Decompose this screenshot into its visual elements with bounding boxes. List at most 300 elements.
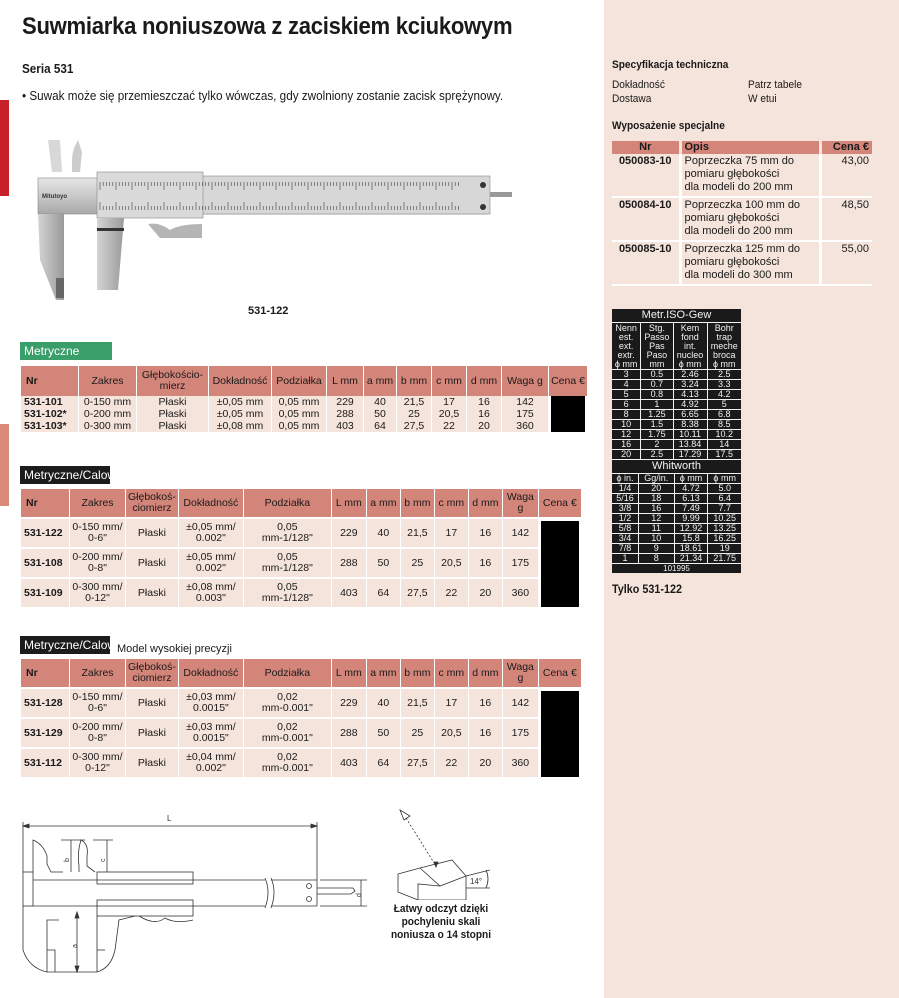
col-header-cena: Cena € [820, 141, 872, 154]
product-cell [467, 396, 501, 408]
iso-cell: 17.5 [707, 450, 741, 460]
cell-line: 288 [340, 556, 358, 569]
header-line: b mm [400, 374, 428, 387]
cell-line: 531-103* [24, 419, 67, 432]
product-cell [327, 420, 363, 432]
iso-cell: 5 [612, 390, 641, 400]
header-line: d mm [472, 496, 499, 509]
accessories-table [612, 141, 872, 286]
product-cell [179, 547, 243, 577]
whitworth-row [612, 544, 741, 554]
header-line: Zakres [81, 496, 114, 509]
cell-line: 25 [411, 556, 424, 569]
cell-line: 21,5 [407, 526, 428, 539]
product-cell [503, 687, 538, 717]
header-line: L mm [335, 496, 362, 509]
cell-line: 0-12" [85, 592, 110, 604]
whitworth-row [612, 504, 741, 514]
cell-line: 0.002" [195, 532, 226, 544]
header-line: fond [681, 332, 699, 342]
product-cell [469, 687, 502, 717]
column-header [367, 659, 400, 687]
product-table-metric-inch [20, 489, 582, 607]
header-line: Bohr [714, 323, 734, 333]
cell-line: 175 [511, 556, 530, 569]
product-cell [367, 687, 400, 717]
iso-cell: 4.13 [673, 390, 707, 400]
iso-cell: 16 [612, 440, 641, 450]
column-header [79, 366, 136, 396]
header-line: c mm [436, 374, 462, 387]
iso-cell: 5 [707, 400, 741, 410]
product-nr [21, 577, 69, 607]
price-redaction-block [541, 691, 579, 777]
whitworth-cell: 5/16 [612, 494, 638, 504]
cell-line: ±0,05 mm [216, 395, 264, 408]
product-cell [137, 420, 208, 432]
cell-line: ±0,08 mm [216, 419, 264, 432]
cell-line: 64 [377, 586, 390, 599]
column-header [179, 659, 243, 687]
header-line: Nr [26, 496, 38, 509]
product-cell [364, 408, 396, 420]
cell-line: 50 [377, 726, 390, 739]
iso-header-cell [612, 323, 641, 370]
product-cell [367, 717, 400, 747]
cell-line: 142 [511, 526, 530, 539]
header-line: g [517, 672, 524, 684]
product-cell [126, 717, 178, 747]
spec-label: Dostawa [612, 93, 652, 105]
cell-line: 288 [336, 407, 354, 420]
cell-line: 0,05 [277, 521, 298, 533]
product-table-precision [20, 659, 582, 777]
header-line: Dokładność [183, 666, 239, 679]
column-header [401, 489, 434, 517]
column-header [327, 366, 363, 396]
whitworth-cell: 13.25 [708, 524, 741, 534]
product-cell [126, 547, 178, 577]
whitworth-header-cell: ϕ mm [674, 474, 708, 484]
product-cell [401, 517, 434, 547]
cell-line: 16 [479, 526, 492, 539]
dimension-label-a: a [72, 944, 79, 948]
whitworth-cell: 6.13 [674, 494, 708, 504]
cell-line: Płaski [137, 696, 166, 709]
cell-line: 288 [340, 726, 358, 739]
product-cell [503, 547, 538, 577]
header-line: ext. [618, 341, 634, 351]
cell-line: Płaski [158, 407, 187, 420]
product-cell [70, 717, 125, 747]
description-line: dla modeli do 200 mm [684, 225, 793, 237]
cell-line: 175 [511, 726, 530, 739]
iso-row [612, 410, 741, 420]
iso-cell: 4.2 [707, 390, 741, 400]
whitworth-cell: 16.25 [708, 534, 741, 544]
cell-line: 229 [336, 395, 354, 408]
whitworth-cell: 5.0 [708, 484, 741, 494]
product-cell [179, 747, 243, 777]
column-header [70, 489, 125, 517]
table-tag-metric: Metryczne [20, 342, 112, 360]
header-line: int. [684, 341, 697, 351]
column-header [435, 659, 468, 687]
iso-row [612, 420, 741, 430]
cell-line: 20,5 [441, 556, 462, 569]
iso-cell: 2 [641, 440, 673, 450]
dimension-label-b: b [64, 858, 71, 862]
header-line: ϕ mm [678, 359, 702, 369]
iso-thread-title: Metr.ISO-Gew [612, 309, 741, 323]
header-line: Nr [26, 666, 38, 679]
iso-cell: 6.8 [707, 410, 741, 420]
whitworth-cell: 10 [638, 534, 674, 544]
cell-line: 0.002" [195, 562, 226, 574]
product-cell [272, 420, 326, 432]
product-cell [367, 517, 400, 547]
column-header [401, 659, 434, 687]
product-cell [137, 396, 208, 408]
product-cell [179, 717, 243, 747]
iso-cell: 1 [641, 400, 673, 410]
cell-line: 16 [479, 556, 492, 569]
iso-cell: 1.75 [641, 430, 673, 440]
header-line: broca [713, 350, 736, 360]
product-cell [209, 408, 271, 420]
product-cell [126, 517, 178, 547]
product-cell [244, 577, 331, 607]
product-cell [397, 420, 431, 432]
product-cell [502, 420, 548, 432]
cell-line: 20,5 [441, 726, 462, 739]
cell-line: ±0,08 mm/ [186, 581, 236, 593]
cell-line: 175 [516, 407, 534, 420]
whitworth-cell: 21.34 [674, 554, 708, 564]
description-line: Poprzeczka 100 mm do [684, 199, 801, 211]
column-header [209, 366, 271, 396]
cell-line: 21,5 [407, 696, 428, 709]
header-line: Nenn [615, 323, 637, 333]
cell-line: 0-200 mm/ [72, 551, 123, 563]
product-cell [401, 717, 434, 747]
product-cell [503, 517, 538, 547]
product-cell [126, 577, 178, 607]
iso-cell: 8.5 [707, 420, 741, 430]
column-header [502, 366, 548, 396]
iso-row [612, 430, 741, 440]
iso-cell: 3.24 [673, 380, 707, 390]
whitworth-header-cell: ϕ in. [612, 474, 638, 484]
cell-line: 0-300 mm/ [72, 581, 123, 593]
product-cell [469, 717, 502, 747]
whitworth-title: Whitworth [612, 460, 741, 474]
product-cell [272, 408, 326, 420]
caliper-photo [20, 140, 540, 300]
cell-line: 17 [443, 395, 455, 408]
iso-cell: 4 [612, 380, 641, 390]
iso-cell: 2.5 [641, 450, 673, 460]
product-row [21, 747, 581, 777]
product-cell [244, 717, 331, 747]
col-header-nr: Nr [612, 141, 680, 154]
photo-caption: 531-122 [248, 305, 289, 317]
product-cell [179, 577, 243, 607]
spec-value: W etui [748, 93, 777, 105]
iso-row [612, 370, 741, 380]
accessory-description [680, 197, 820, 241]
product-cell [467, 420, 501, 432]
product-cell [332, 717, 366, 747]
whitworth-cell: 12 [638, 514, 674, 524]
column-header [70, 659, 125, 687]
cell-line: 0.002" [195, 762, 226, 774]
cell-line: 0-300 mm [83, 419, 132, 432]
product-cell [469, 547, 502, 577]
thread-table-code: 101995 [663, 564, 690, 573]
accessory-row [612, 197, 872, 241]
cell-line: 360 [511, 586, 530, 599]
cell-line: 64 [374, 419, 386, 432]
product-cell [432, 420, 466, 432]
thread-table-note: Tylko 531-122 [612, 582, 683, 596]
cell-line: 0-150 mm/ [72, 691, 123, 703]
product-cell [179, 517, 243, 547]
product-cell [137, 408, 208, 420]
cell-line: ±0,05 mm/ [186, 551, 236, 563]
column-header [549, 366, 587, 396]
cell-line: mm-0.001" [261, 762, 313, 774]
product-nr [21, 408, 78, 420]
header-line: Cena € [542, 496, 577, 509]
product-cell [435, 687, 468, 717]
product-table-metric [20, 366, 588, 432]
column-header [469, 659, 502, 687]
whitworth-cell: 7/8 [612, 544, 638, 554]
iso-cell: 0.8 [641, 390, 673, 400]
product-cell [272, 396, 326, 408]
whitworth-cell: 20 [638, 484, 674, 494]
product-cell [367, 577, 400, 607]
cell-line: 22 [445, 756, 458, 769]
header-line: mierz [159, 380, 186, 392]
whitworth-cell: 11 [638, 524, 674, 534]
product-cell [70, 747, 125, 777]
product-cell [332, 547, 366, 577]
cell-line: 0-8" [88, 562, 107, 574]
iso-cell: 2.5 [707, 370, 741, 380]
cell-line: 25 [408, 407, 420, 420]
description-line: Poprzeczka 75 mm do [684, 155, 794, 167]
product-nr [21, 396, 78, 408]
cell-line: Płaski [158, 419, 187, 432]
column-header [469, 489, 502, 517]
iso-cell: 17.29 [673, 450, 707, 460]
dimension-label-d: d [356, 893, 363, 897]
brand-logo: Mitutoyo [42, 194, 67, 200]
product-nr [21, 717, 69, 747]
page-title: Suwmiarka noniuszowa z zaciskiem kciukowym [22, 13, 513, 40]
accessory-description [680, 241, 820, 285]
cell-line: mm-1/128" [261, 532, 313, 544]
whitworth-cell: 10.25 [708, 514, 741, 524]
cell-line: 360 [511, 756, 530, 769]
iso-row [612, 450, 741, 460]
column-header [137, 366, 208, 396]
accessory-row [612, 154, 872, 197]
cell-line: 27,5 [403, 419, 425, 432]
whitworth-cell: 21.75 [708, 554, 741, 564]
cell-line: 0-150 mm/ [72, 521, 123, 533]
product-cell [327, 396, 363, 408]
column-header [503, 659, 538, 687]
cell-line: 17 [445, 526, 458, 539]
product-cell [332, 687, 366, 717]
cell-line: 50 [374, 407, 386, 420]
product-cell [502, 396, 548, 408]
column-header [272, 366, 326, 396]
iso-row [612, 390, 741, 400]
header-line: d mm [470, 374, 498, 387]
product-nr [21, 420, 78, 432]
product-cell [79, 420, 136, 432]
cell-line: 0,02 [277, 721, 298, 733]
cell-line: 20,5 [438, 407, 460, 420]
whitworth-row [612, 524, 741, 534]
product-cell [332, 747, 366, 777]
cell-line: 21,5 [403, 395, 425, 408]
description-line: pomiaru głębokości [684, 212, 780, 224]
whitworth-cell: 3/4 [612, 534, 638, 544]
whitworth-cell: 9 [638, 544, 674, 554]
header-line: mm [649, 359, 665, 369]
header-line: d mm [472, 666, 499, 679]
whitworth-cell: 7.7 [708, 504, 741, 514]
cell-line: 531-129 [24, 726, 63, 739]
cell-line: ±0,05 mm/ [186, 521, 236, 533]
product-cell [397, 396, 431, 408]
cell-line: ±0,05 mm [216, 407, 264, 420]
whitworth-header-cell: Gg/in. [638, 474, 674, 484]
header-line: trap [716, 332, 733, 342]
price-redaction-block [551, 396, 585, 432]
col-header-opis: Opis [680, 141, 820, 154]
caption-line: noniusza o 14 stopni [390, 929, 492, 941]
header-line: ϕ mm [614, 359, 638, 369]
price-redacted [549, 396, 587, 432]
product-cell [435, 517, 468, 547]
column-header [244, 489, 331, 517]
iso-row [612, 380, 741, 390]
product-row [21, 577, 581, 607]
cell-line: 22 [445, 586, 458, 599]
cell-line: 403 [336, 419, 354, 432]
accessory-price: 48,50 [820, 197, 872, 241]
cell-line: 40 [377, 696, 390, 709]
cell-line: 0-300 mm/ [72, 751, 123, 763]
cell-line: 0,02 [277, 691, 298, 703]
whitworth-row [612, 484, 741, 494]
cell-line: 25 [411, 726, 424, 739]
cell-line: 360 [516, 419, 534, 432]
header-line: L mm [335, 666, 362, 679]
cell-line: Płaski [137, 526, 166, 539]
cell-line: 0.0015" [192, 732, 229, 744]
whitworth-row [612, 514, 741, 524]
whitworth-cell: 1/2 [612, 514, 638, 524]
cell-line: 531-108 [24, 556, 63, 569]
accessory-price: 43,00 [820, 154, 872, 197]
header-line: Głębokościo- [141, 369, 204, 381]
iso-cell: 3.3 [707, 380, 741, 390]
cell-line: 0,05 [277, 581, 298, 593]
whitworth-cell: 18 [638, 494, 674, 504]
header-line: c mm [438, 666, 465, 679]
product-cell [435, 747, 468, 777]
dimension-label-c: c [100, 858, 107, 862]
cell-line: 40 [374, 395, 386, 408]
iso-cell: 10 [612, 420, 641, 430]
header-line: b mm [404, 666, 431, 679]
cell-line: 0-6" [88, 532, 107, 544]
accessory-nr: 050084-10 [612, 197, 680, 241]
whitworth-cell: 3/8 [612, 504, 638, 514]
product-cell [469, 577, 502, 607]
product-cell [244, 687, 331, 717]
product-cell [364, 420, 396, 432]
cell-line: 531-109 [24, 586, 63, 599]
product-cell [397, 408, 431, 420]
whitworth-cell: 4.72 [674, 484, 708, 494]
thread-reference-table [612, 309, 741, 573]
product-row [21, 420, 587, 432]
column-header [179, 489, 243, 517]
header-line: Pas [649, 341, 665, 351]
product-row [21, 547, 581, 577]
price-redacted [539, 517, 581, 607]
iso-cell: 10.11 [673, 430, 707, 440]
header-line: b mm [404, 496, 431, 509]
spec-value: Patrz tabele [748, 79, 803, 91]
product-cell [469, 517, 502, 547]
cell-line: 16 [479, 726, 492, 739]
cell-line: 64 [377, 756, 390, 769]
cell-line: 531-128 [24, 696, 63, 709]
iso-cell: 6 [612, 400, 641, 410]
table-tag-metric-inch: Metryczne/Calowe [20, 466, 110, 484]
cell-line: 20 [478, 419, 490, 432]
cell-line: 403 [340, 756, 358, 769]
iso-cell: 10.2 [707, 430, 741, 440]
cell-line: 142 [511, 696, 530, 709]
whitworth-cell: 1 [612, 554, 638, 564]
header-line: Głębokoś- [128, 661, 176, 673]
header-line: Podziałka [276, 374, 322, 387]
cell-line: ±0,03 mm/ [186, 691, 236, 703]
cell-line: 0-12" [85, 762, 110, 774]
column-header [332, 659, 366, 687]
cell-line: 22 [443, 419, 455, 432]
iso-cell: 4.92 [673, 400, 707, 410]
product-cell [209, 396, 271, 408]
cell-line: Płaski [137, 586, 166, 599]
description-line: pomiaru głębokości [684, 256, 780, 268]
eye-icon [400, 810, 410, 820]
cell-line: 20 [479, 586, 492, 599]
cell-line: 142 [516, 395, 534, 408]
product-cell [401, 547, 434, 577]
series-label: Seria 531 [22, 61, 74, 76]
